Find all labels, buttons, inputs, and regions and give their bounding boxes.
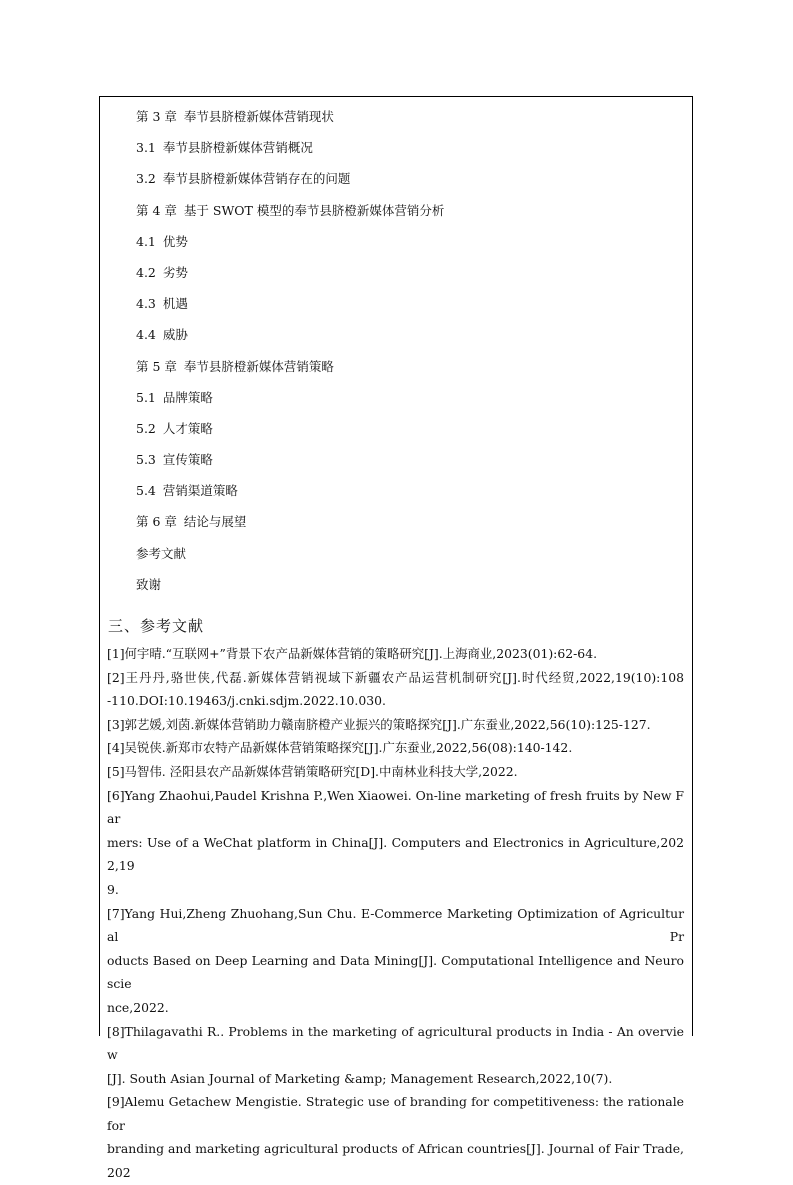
toc-entry: [136, 163, 444, 194]
reference-item: [107, 902, 684, 1020]
toc-entry: [136, 257, 444, 288]
toc-entry-title: 结论与展望: [183, 514, 247, 530]
toc-entry-number: 4.3: [136, 296, 156, 312]
reference-line: [7]Yang Hui,Zheng Zhuohang,Sun Chu. E-Commerce Marketing Optimization of Agricultural Pr: [107, 905, 684, 945]
reference-line: -110.DOI:10.19463/j.cnki.sdjm.2022.10.030.: [107, 693, 386, 709]
reference-item: [107, 760, 684, 784]
toc-entry-title: 奉节县脐橙新媒体营销策略: [183, 358, 334, 374]
toc-entry: [136, 132, 444, 163]
toc-entry: [136, 413, 444, 444]
toc-entry: [136, 382, 444, 413]
reference-line: [2]王丹丹,骆世侠,代磊.新媒体营销视域下新疆农产品运营机制研究[J].时代经贸,2022,19(10):108: [107, 669, 684, 685]
toc-entry-number: 5.1: [136, 389, 156, 405]
reference-item: [107, 1020, 684, 1091]
toc-entry-number: 3.2: [136, 171, 156, 187]
toc-entry-number: 5.4: [136, 483, 156, 499]
reference-line: [4]吴锐侠.新郑市农特产品新媒体营销策略探究[J].广东蚕业,2022,56(08):140-142.: [107, 740, 573, 756]
reference-line: [9]Alemu Getachew Mengistie. Strategic use of branding for competitiveness: the rationale for: [107, 1094, 684, 1133]
content-frame: [99, 96, 693, 1181]
reference-line: nce,2022.: [107, 999, 169, 1015]
toc-entry-title: 基于 SWOT 模型的奉节县脐橙新媒体营销分析: [183, 202, 445, 218]
reference-item: [107, 784, 684, 902]
reference-line: [6]Yang Zhaohui,Paudel Krishna P.,Wen Xiaowei. On-line marketing of fresh fruits by New Far: [107, 787, 684, 827]
reference-item: [107, 642, 684, 666]
reference-line: [3]郭艺媛,刘茵.新媒体营销助力赣南脐橙产业振兴的策略探究[J].广东蚕业,2022,56(10):125-127.: [107, 716, 651, 732]
toc-entry-number: 4.1: [136, 233, 156, 249]
toc-entry-title: 奉节县脐橙新媒体营销存在的问题: [162, 171, 351, 187]
toc-entry-title: 劣势: [162, 264, 188, 280]
reference-item: [107, 1090, 684, 1184]
toc-entry-title: 宣传策略: [162, 452, 213, 468]
toc-entry-number: 第 6 章: [136, 514, 177, 530]
toc-entry-title: 人才策略: [162, 420, 213, 436]
toc-entry-title: 品牌策略: [162, 389, 213, 405]
toc-entry-number: 4.2: [136, 264, 156, 280]
toc-entry: [136, 351, 444, 382]
reference-line: [J]. South Asian Journal of Marketing &amp; Management Research,2022,10(7).: [107, 1070, 613, 1086]
toc-entry: [136, 288, 444, 319]
toc-entry-number: 5.3: [136, 452, 156, 468]
reference-line: mers: Use of a WeChat platform in China[J]. Computers and Electronics in Agriculture,2022,19: [107, 834, 684, 874]
toc-entry-number: 第 5 章: [136, 358, 177, 374]
toc-entry-number: 4.4: [136, 327, 156, 343]
toc-entry-title: 优势: [162, 233, 188, 249]
reference-line: [8]Thilagavathi R.. Problems in the marketing of agricultural products in India - An overview: [107, 1023, 684, 1063]
reference-line: branding and marketing agricultural products of African countries[J]. Journal of Fair Trade,202: [107, 1141, 684, 1181]
toc-entry: [136, 226, 444, 257]
reference-item: [107, 713, 684, 737]
toc-entry: [136, 101, 444, 132]
toc-entry-title: 奉节县脐橙新媒体营销概况: [162, 140, 313, 156]
toc-entry: [136, 569, 444, 600]
toc-entry: [136, 475, 444, 506]
toc-entry-title: 营销渠道策略: [162, 483, 238, 499]
reference-line: [1]何宇晴.“互联网+”背景下农产品新媒体营销的策略研究[J].上海商业,2023(01):62-64.: [107, 646, 598, 661]
toc-entry-number: 第 3 章: [136, 109, 177, 124]
toc-entry-title: 参考文献: [136, 545, 187, 561]
toc-entry-number: 第 4 章: [136, 202, 177, 218]
toc-entry: [136, 195, 444, 226]
toc-entry-number: 3.1: [136, 140, 156, 156]
reference-item: [107, 736, 684, 760]
reference-item: [107, 666, 684, 713]
toc-entry-title: 奉节县脐橙新媒体营销现状: [183, 109, 334, 124]
toc-entry: [136, 538, 444, 569]
toc-entry: [136, 506, 444, 537]
reference-list: [107, 642, 684, 1185]
reference-line: [5]马智伟. 泾阳县农产品新媒体营销策略研究[D].中南林业科技大学,2022.: [107, 763, 518, 779]
toc-entry-title: 机遇: [162, 296, 188, 312]
reference-line: 9.: [107, 881, 119, 897]
table-of-contents: [136, 101, 444, 600]
toc-entry-title: 致谢: [136, 576, 162, 592]
toc-entry-title: 威胁: [162, 327, 188, 343]
toc-entry: [136, 319, 444, 350]
toc-entry-number: 5.2: [136, 420, 156, 436]
reference-line: oducts Based on Deep Learning and Data Mining[J]. Computational Intelligence and Neuroscie: [107, 952, 684, 992]
section-title-references: 三、参考文献: [108, 617, 205, 635]
toc-entry: [136, 444, 444, 475]
